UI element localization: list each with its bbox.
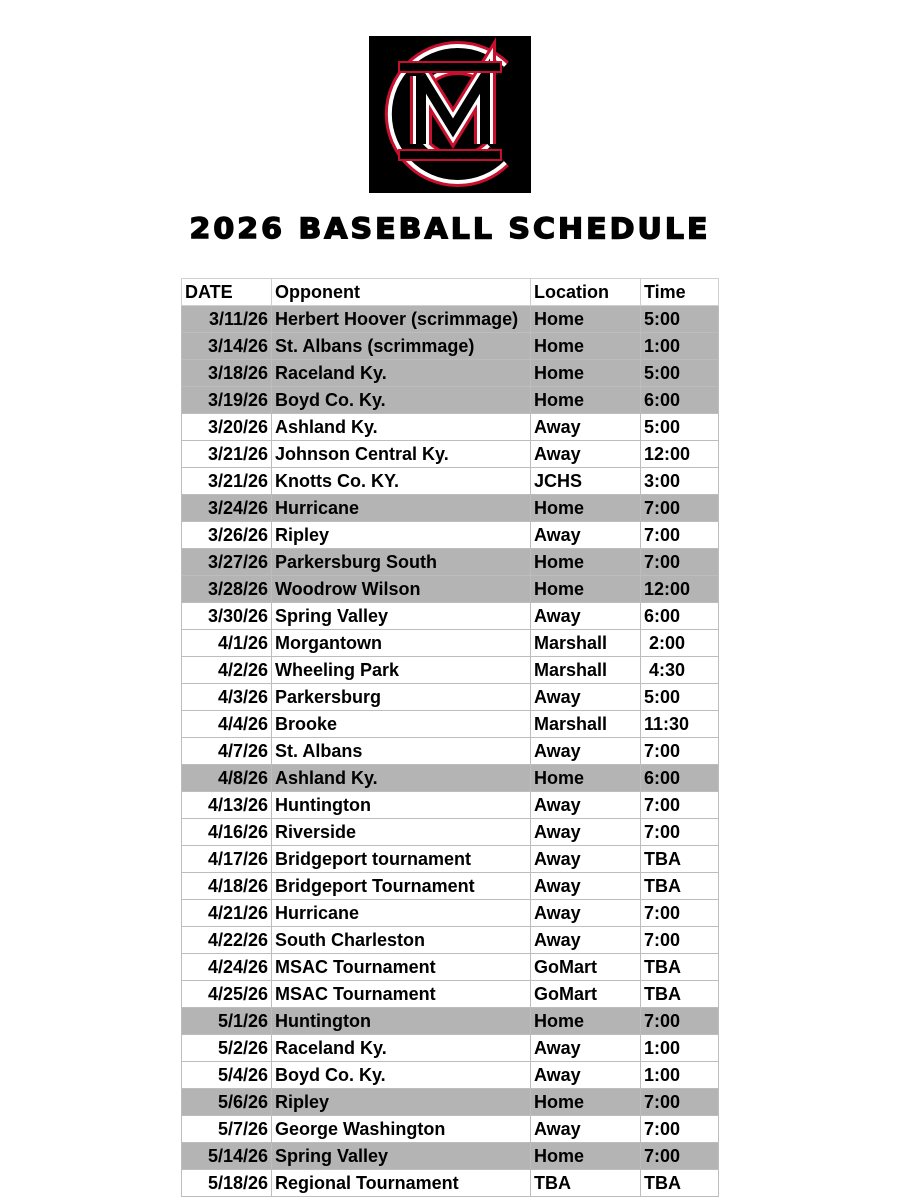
cell-time: 1:00 xyxy=(641,1062,719,1089)
cell-location: Home xyxy=(531,1089,641,1116)
cell-time: 5:00 xyxy=(641,360,719,387)
header-time: Time xyxy=(641,279,719,306)
cell-date: 4/1/26 xyxy=(182,630,272,657)
cell-date: 5/14/26 xyxy=(182,1143,272,1170)
cell-opponent: South Charleston xyxy=(272,927,531,954)
table-row xyxy=(182,360,719,387)
cell-date: 3/24/26 xyxy=(182,495,272,522)
table-row xyxy=(182,738,719,765)
cell-location: Away xyxy=(531,873,641,900)
table-row xyxy=(182,1035,719,1062)
cell-time: 6:00 xyxy=(641,387,719,414)
cell-date: 4/22/26 xyxy=(182,927,272,954)
cell-date: 4/7/26 xyxy=(182,738,272,765)
cell-opponent: Huntington xyxy=(272,792,531,819)
cell-location: Marshall xyxy=(531,630,641,657)
cell-time: 4:30 xyxy=(641,657,719,684)
table-row xyxy=(182,954,719,981)
cell-time: 5:00 xyxy=(641,306,719,333)
cell-date: 4/2/26 xyxy=(182,657,272,684)
table-row xyxy=(182,657,719,684)
table-row xyxy=(182,1008,719,1035)
table-row xyxy=(182,792,719,819)
cell-location: Home xyxy=(531,360,641,387)
table-row xyxy=(182,522,719,549)
cell-opponent: Boyd Co. Ky. xyxy=(272,1062,531,1089)
cell-time: TBA xyxy=(641,1170,719,1197)
cell-time: TBA xyxy=(641,981,719,1008)
cell-location: Away xyxy=(531,900,641,927)
table-row xyxy=(182,333,719,360)
cell-time: 7:00 xyxy=(641,1143,719,1170)
cell-location: Away xyxy=(531,603,641,630)
cell-opponent: Ashland Ky. xyxy=(272,765,531,792)
cell-date: 3/14/26 xyxy=(182,333,272,360)
cell-time: 7:00 xyxy=(641,1008,719,1035)
cm-monogram-icon xyxy=(369,36,531,193)
cell-location: Home xyxy=(531,495,641,522)
cell-date: 3/20/26 xyxy=(182,414,272,441)
cell-location: Away xyxy=(531,846,641,873)
cell-opponent: George Washington xyxy=(272,1116,531,1143)
cell-time: 3:00 xyxy=(641,468,719,495)
table-row xyxy=(182,387,719,414)
cell-date: 3/27/26 xyxy=(182,549,272,576)
cell-location: Marshall xyxy=(531,711,641,738)
cell-time: 5:00 xyxy=(641,414,719,441)
cell-opponent: Ripley xyxy=(272,1089,531,1116)
cell-opponent: Knotts Co. KY. xyxy=(272,468,531,495)
cell-time: 7:00 xyxy=(641,1089,719,1116)
cell-location: Home xyxy=(531,576,641,603)
table-row xyxy=(182,981,719,1008)
cell-time: 1:00 xyxy=(641,333,719,360)
cell-opponent: Raceland Ky. xyxy=(272,360,531,387)
cell-time: 11:30 xyxy=(641,711,719,738)
cell-opponent: Morgantown xyxy=(272,630,531,657)
cell-opponent: Huntington xyxy=(272,1008,531,1035)
cell-opponent: Brooke xyxy=(272,711,531,738)
cell-location: Home xyxy=(531,306,641,333)
page-title: 2026 BASEBALL SCHEDULE xyxy=(189,212,711,247)
table-row xyxy=(182,819,719,846)
cell-opponent: Bridgeport Tournament xyxy=(272,873,531,900)
cell-location: Away xyxy=(531,1062,641,1089)
cell-opponent: Spring Valley xyxy=(272,1143,531,1170)
cell-opponent: Wheeling Park xyxy=(272,657,531,684)
cell-location: Away xyxy=(531,738,641,765)
cell-date: 3/30/26 xyxy=(182,603,272,630)
table-row xyxy=(182,1089,719,1116)
cell-opponent: MSAC Tournament xyxy=(272,954,531,981)
cell-opponent: Boyd Co. Ky. xyxy=(272,387,531,414)
cell-time: 7:00 xyxy=(641,1116,719,1143)
cell-date: 5/7/26 xyxy=(182,1116,272,1143)
cell-date: 5/1/26 xyxy=(182,1008,272,1035)
cell-date: 4/13/26 xyxy=(182,792,272,819)
cell-date: 3/21/26 xyxy=(182,441,272,468)
cell-date: 4/21/26 xyxy=(182,900,272,927)
cell-opponent: Parkersburg South xyxy=(272,549,531,576)
cell-location: JCHS xyxy=(531,468,641,495)
cell-opponent: Spring Valley xyxy=(272,603,531,630)
cell-time: 12:00 xyxy=(641,441,719,468)
cell-time: 7:00 xyxy=(641,792,719,819)
cell-date: 4/8/26 xyxy=(182,765,272,792)
table-header-row xyxy=(182,279,719,306)
cell-location: Away xyxy=(531,819,641,846)
cell-date: 4/24/26 xyxy=(182,954,272,981)
cell-time: 1:00 xyxy=(641,1035,719,1062)
schedule-body xyxy=(182,306,719,1197)
table-row xyxy=(182,630,719,657)
cell-location: Marshall xyxy=(531,657,641,684)
table-row xyxy=(182,576,719,603)
cell-date: 3/21/26 xyxy=(182,468,272,495)
cell-time: 7:00 xyxy=(641,522,719,549)
cell-location: Away xyxy=(531,522,641,549)
header-date: DATE xyxy=(182,279,272,306)
cell-opponent: Hurricane xyxy=(272,495,531,522)
cell-opponent: Riverside xyxy=(272,819,531,846)
cell-time: 5:00 xyxy=(641,684,719,711)
cell-date: 4/18/26 xyxy=(182,873,272,900)
cell-date: 5/6/26 xyxy=(182,1089,272,1116)
table-row xyxy=(182,873,719,900)
cell-time: 7:00 xyxy=(641,900,719,927)
table-row xyxy=(182,684,719,711)
table-row xyxy=(182,495,719,522)
cell-location: TBA xyxy=(531,1170,641,1197)
table-row xyxy=(182,765,719,792)
cell-date: 3/26/26 xyxy=(182,522,272,549)
table-row xyxy=(182,441,719,468)
table-row xyxy=(182,414,719,441)
header-opponent: Opponent xyxy=(272,279,531,306)
cell-location: Home xyxy=(531,1143,641,1170)
cell-time: 6:00 xyxy=(641,765,719,792)
table-row xyxy=(182,603,719,630)
cell-location: Away xyxy=(531,684,641,711)
cell-opponent: St. Albans (scrimmage) xyxy=(272,333,531,360)
cell-date: 4/4/26 xyxy=(182,711,272,738)
table-row xyxy=(182,306,719,333)
cell-time: TBA xyxy=(641,846,719,873)
cell-time: 12:00 xyxy=(641,576,719,603)
table-row xyxy=(182,1116,719,1143)
cell-location: Away xyxy=(531,441,641,468)
cell-date: 4/25/26 xyxy=(182,981,272,1008)
table-row xyxy=(182,468,719,495)
cell-opponent: Woodrow Wilson xyxy=(272,576,531,603)
cell-location: GoMart xyxy=(531,954,641,981)
cell-time: 7:00 xyxy=(641,927,719,954)
cell-location: Home xyxy=(531,1008,641,1035)
cell-date: 5/4/26 xyxy=(182,1062,272,1089)
cell-time: 7:00 xyxy=(641,495,719,522)
cell-time: 7:00 xyxy=(641,549,719,576)
cell-date: 4/3/26 xyxy=(182,684,272,711)
cell-date: 5/2/26 xyxy=(182,1035,272,1062)
table-row xyxy=(182,711,719,738)
cell-time: 6:00 xyxy=(641,603,719,630)
cell-location: Away xyxy=(531,792,641,819)
cell-time: TBA xyxy=(641,873,719,900)
header-location: Location xyxy=(531,279,641,306)
cell-location: Home xyxy=(531,549,641,576)
table-row xyxy=(182,1143,719,1170)
table-row xyxy=(182,927,719,954)
cell-location: Away xyxy=(531,1116,641,1143)
table-row xyxy=(182,846,719,873)
cell-opponent: Herbert Hoover (scrimmage) xyxy=(272,306,531,333)
cell-date: 3/28/26 xyxy=(182,576,272,603)
cell-opponent: Parkersburg xyxy=(272,684,531,711)
table-row xyxy=(182,1170,719,1197)
cell-time: 7:00 xyxy=(641,738,719,765)
cell-location: Away xyxy=(531,1035,641,1062)
cell-opponent: Ashland Ky. xyxy=(272,414,531,441)
schedule-table xyxy=(181,278,719,1197)
cell-date: 3/19/26 xyxy=(182,387,272,414)
cell-date: 3/11/26 xyxy=(182,306,272,333)
cell-location: GoMart xyxy=(531,981,641,1008)
team-logo xyxy=(369,36,531,193)
cell-opponent: Raceland Ky. xyxy=(272,1035,531,1062)
cell-location: Home xyxy=(531,765,641,792)
table-row xyxy=(182,900,719,927)
cell-time: TBA xyxy=(641,954,719,981)
cell-location: Away xyxy=(531,414,641,441)
cell-opponent: Johnson Central Ky. xyxy=(272,441,531,468)
cell-opponent: MSAC Tournament xyxy=(272,981,531,1008)
table-row xyxy=(182,549,719,576)
cell-date: 5/18/26 xyxy=(182,1170,272,1197)
cell-time: 7:00 xyxy=(641,819,719,846)
table-row xyxy=(182,1062,719,1089)
cell-opponent: Hurricane xyxy=(272,900,531,927)
cell-date: 4/17/26 xyxy=(182,846,272,873)
cell-date: 4/16/26 xyxy=(182,819,272,846)
cell-time: 2:00 xyxy=(641,630,719,657)
cell-location: Away xyxy=(531,927,641,954)
cell-location: Home xyxy=(531,387,641,414)
cell-opponent: Regional Tournament xyxy=(272,1170,531,1197)
cell-date: 3/18/26 xyxy=(182,360,272,387)
cell-location: Home xyxy=(531,333,641,360)
cell-opponent: Bridgeport tournament xyxy=(272,846,531,873)
cell-opponent: Ripley xyxy=(272,522,531,549)
cell-opponent: St. Albans xyxy=(272,738,531,765)
